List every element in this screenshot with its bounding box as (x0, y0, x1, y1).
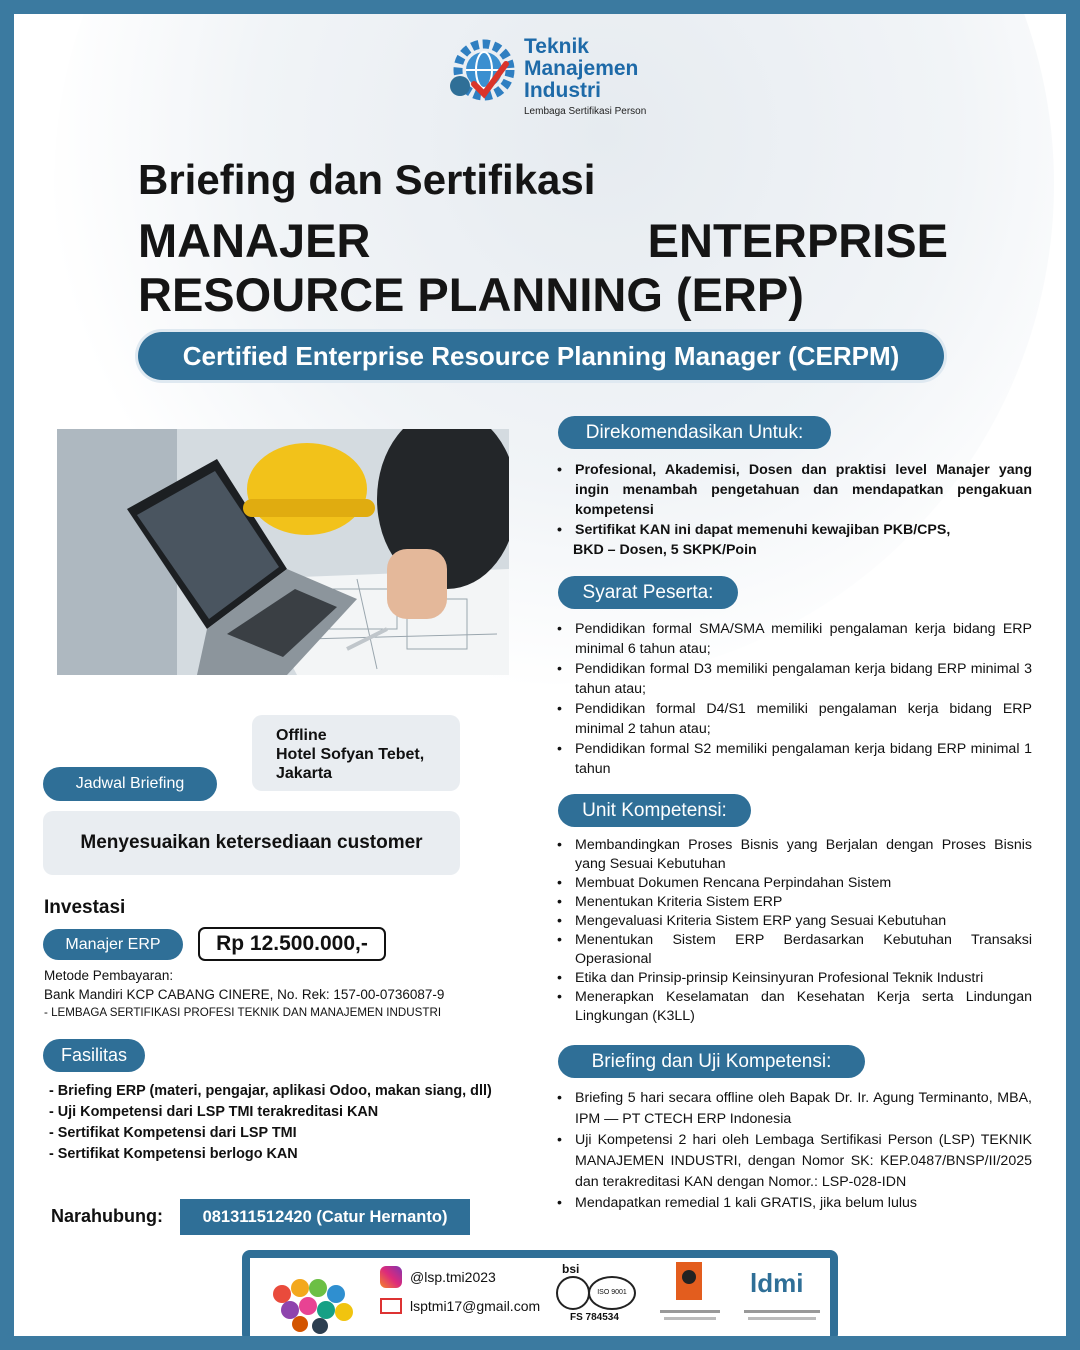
logo-wordmark (524, 36, 638, 102)
requirements-list (557, 619, 1032, 779)
instagram-icon (380, 1266, 402, 1288)
competency-item: • Menerapkan Keselamatan dan Kesehatan Kerja serta Lindungan Lingkungan (K3LL) (557, 988, 1032, 1026)
partner-hexagons-logo (264, 1264, 364, 1334)
ldmi-logo (740, 1262, 824, 1328)
competency-item: • Membuat Dokumen Rencana Perpindahan Sistem (557, 874, 1032, 893)
title-line-2: MANAJER ENTERPRISE RESOURCE PLANNING (ERP) (138, 214, 948, 321)
competency-item: • Etika dan Prinsip-prinsip Keinsinyuran Profesional Teknik Industri (557, 969, 1032, 988)
poster-card (14, 14, 1066, 1336)
facility-item: - Sertifikat Kompetensi dari LSP TMI (49, 1125, 297, 1141)
briefing-test-list (557, 1088, 1032, 1214)
logo-line-1: Teknik (524, 35, 589, 58)
contact-label: Narahubung: (51, 1206, 163, 1226)
facilities-label: Fasilitas (43, 1039, 145, 1072)
email-address[interactable]: lsptmi17@gmail.com (410, 1298, 541, 1314)
bsi-label: bsi (562, 1262, 580, 1276)
investment-heading: Investasi (44, 897, 126, 918)
logo-line-3: Industri (524, 79, 601, 102)
requirements-label: Syarat Peserta: (558, 576, 738, 609)
gear-globe-icon (444, 34, 520, 110)
competency-item: • Mengevaluasi Kriteria Sistem ERP yang Sesuai Kebutuhan (557, 912, 1032, 931)
bank-account: Bank Mandiri KCP CABANG CINERE, No. Rek: 157-00-0736087-9 (44, 987, 445, 1002)
location-mode: Offline (276, 727, 327, 744)
instagram-handle[interactable]: @lsp.tmi2023 (410, 1269, 496, 1285)
footer-panel (250, 1258, 830, 1336)
requirement-item: • Pendidikan formal SMA/SMA memiliki pengalaman kerja bidang ERP minimal 6 tahun atau; (557, 619, 1032, 659)
recommended-item: • Profesional, Akademisi, Dosen dan praktisi level Manajer yang ingin menambah pengetahuan dan mendapatkan pengakuan kompetensi (557, 460, 1032, 520)
logo-line-2: Manajemen (524, 57, 639, 80)
recommended-item: • Sertifikat KAN ini dapat memenuhi kewajiban PKB/CPS, (557, 520, 1032, 540)
facility-item: - Briefing ERP (materi, pengajar, aplikasi Odoo, makan siang, dll) (49, 1083, 492, 1099)
laptop-helmet-photo (57, 429, 509, 675)
schedule-value: Menyesuaikan ketersediaan customer (43, 811, 460, 875)
account-name: - LEMBAGA SERTIFIKASI PROFESI TEKNIK DAN MANAJEMEN INDUSTRI (44, 1006, 442, 1019)
contact-phone[interactable]: 081311512420 (Catur Hernanto) (180, 1199, 470, 1235)
recommended-label: Direkomendasikan Untuk: (558, 416, 831, 449)
requirement-item: • Pendidikan formal D4/S1 memiliki pengalaman kerja bidang ERP minimal 2 tahun atau; (557, 699, 1032, 739)
email-icon (380, 1298, 402, 1314)
location-box (252, 715, 460, 791)
bsi-heart-icon (556, 1276, 590, 1310)
footer-bar (242, 1250, 838, 1336)
facility-item: - Uji Kompetensi dari LSP TMI terakreditasi KAN (49, 1104, 379, 1120)
iso-badge: ISO 9001 (588, 1276, 636, 1310)
payment-method-label: Metode Pembayaran: (44, 968, 174, 983)
competency-item: • Menentukan Kriteria Sistem ERP (557, 893, 1032, 912)
bsi-logo (548, 1262, 638, 1328)
tmi-logo (444, 34, 684, 124)
location-venue: Hotel Sofyan Tebet, Jakarta (276, 746, 425, 782)
recommended-list (557, 460, 1032, 560)
briefing-test-label: Briefing dan Uji Kompetensi: (558, 1045, 865, 1078)
bsi-cert-number: FS 784534 (570, 1312, 619, 1323)
package-label: Manajer ERP (43, 929, 183, 960)
briefing-test-item: • Briefing 5 hari secara offline oleh Bapak Dr. Ir. Agung Terminanto, MBA, IPM — PT CTECH ERP Indonesia (557, 1088, 1032, 1130)
requirement-item: • Pendidikan formal S2 memiliki pengalaman kerja bidang ERP minimal 1 tahun (557, 739, 1032, 779)
briefing-test-item: • Uji Kompetensi 2 hari oleh Lembaga Sertifikasi Person (LSP) TEKNIK MANAJEMEN INDUSTRI, dengan Nomor SK: KEP.0487/BNSP/II/2025 dan terakreditasi KAN dengan Nomor.: LSP-028-IDN (557, 1130, 1032, 1193)
price-box: Rp 12.500.000,- (198, 927, 386, 961)
competency-units-list (557, 836, 1032, 1026)
logo-subtitle: Lembaga Sertifikasi Person (524, 106, 647, 117)
briefing-test-item: • Mendapatkan remedial 1 kali GRATIS, jika belum lulus (557, 1193, 1032, 1214)
facilities-list (49, 1081, 492, 1165)
kan-logo (660, 1262, 720, 1328)
facility-item: - Sertifikat Kompetensi berlogo KAN (49, 1146, 298, 1162)
certification-banner: Certified Enterprise Resource Planning Manager (CERPM) (138, 332, 944, 380)
schedule-label: Jadwal Briefing (43, 767, 217, 801)
competency-item: • Menentukan Sistem ERP Berdasarkan Kebutuhan Transaksi Operasional (557, 931, 1032, 969)
competency-units-label: Unit Kompetensi: (558, 794, 751, 827)
competency-item: • Membandingkan Proses Bisnis yang Berjalan dengan Proses Bisnis yang Sesuai Kebutuhan (557, 836, 1032, 874)
recommended-continuation: BKD – Dosen, 5 SKPK/Poin (573, 542, 757, 558)
photo-illustration (57, 429, 509, 675)
requirement-item: • Pendidikan formal D3 memiliki pengalaman kerja bidang ERP minimal 3 tahun atau; (557, 659, 1032, 699)
title-line-1: Briefing dan Sertifikasi (138, 156, 596, 203)
ldmi-label: ldmi (750, 1268, 804, 1298)
